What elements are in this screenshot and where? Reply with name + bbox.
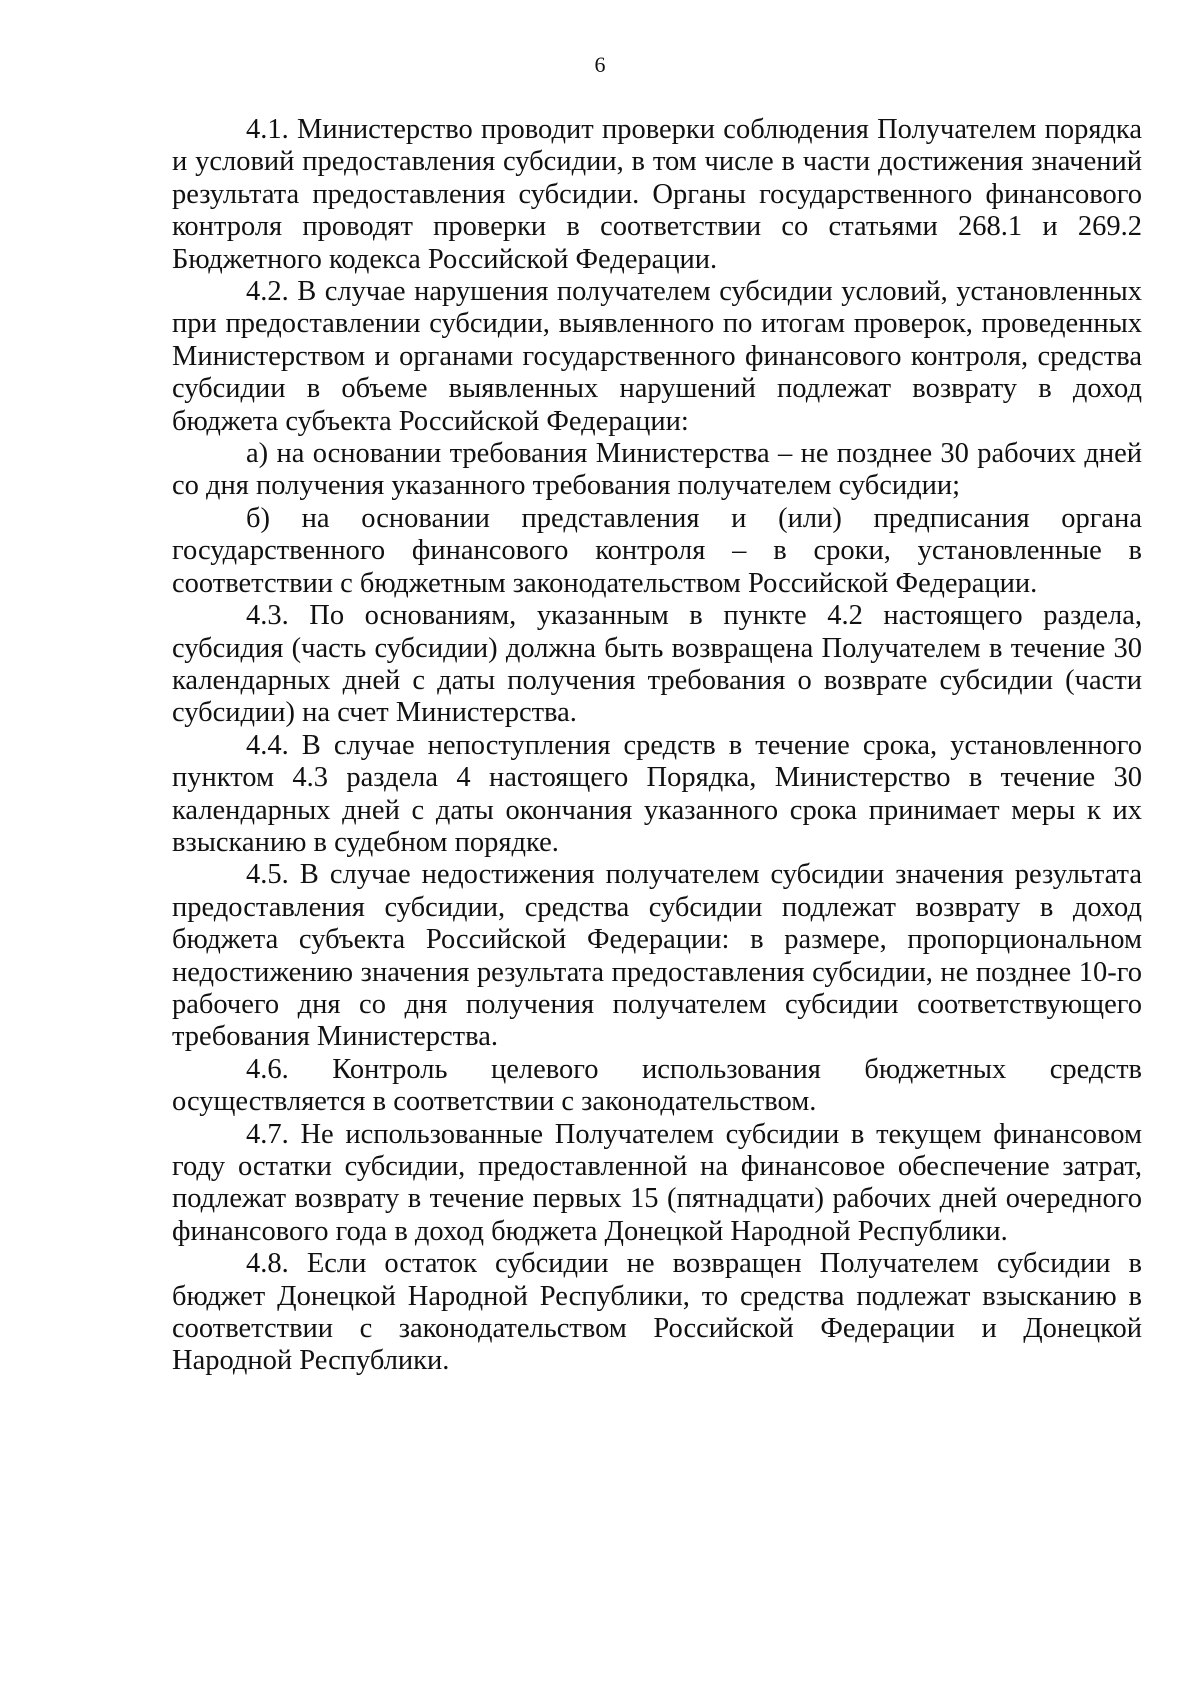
paragraph-4-1: 4.1. Министерство проводит проверки соблюдения Получателем порядка и условий предоставления субсидии, в том числе в части достижения значений результата предоставления субсидии. Органы государственного финансового контроля проводят проверки в соответствии со статьями 268.1 и 269.2 Бюджетного кодекса Российской Федерации. bbox=[172, 114, 1142, 275]
page-number: 6 bbox=[594, 52, 606, 77]
paragraph-4-3: 4.3. По основаниям, указанным в пункте 4.2 настоящего раздела, субсидия (часть субсидии) должна быть возвращена Получателем в течение 30 календарных дней с даты получения требования о возврате субсидии (части субсидии) на счет Министерства. bbox=[172, 600, 1142, 729]
paragraph-4-2-a: а) на основании требования Министерства – не позднее 30 рабочих дней со дня получения указанного требования получателем субсидии; bbox=[172, 438, 1142, 502]
paragraph-4-6: 4.6. Контроль целевого использования бюджетных средств осуществляется в соответствии с законодательством. bbox=[172, 1053, 1142, 1118]
paragraph-4-5: 4.5. В случае недостижения получателем субсидии значения результата предоставления субсидии, средства субсидии подлежат возврату в доход бюджета субъекта Российской Федерации: в размере, пропорциональном недостижению значения результата предоставления субсидии, не позднее 10-го рабочего дня со дня получения получателем субсидии соответствующего требования Министерства. bbox=[172, 859, 1142, 1053]
paragraph-4-2-b: б) на основании представления и (или) предписания органа государственного финансового контроля – в сроки, установленные в соответствии с бюджетным законодательством Российской Федерации. bbox=[172, 502, 1142, 599]
document-body bbox=[172, 114, 1142, 1378]
paragraph-4-2: 4.2. В случае нарушения получателем субсидии условий, установленных при предоставлении субсидии, выявленного по итогам проверок, проведенных Министерством и органами государственного финансового контроля, средства субсидии в объеме выявленных нарушений подлежат возврату в доход бюджета субъекта Российской Федерации: bbox=[172, 276, 1142, 437]
paragraph-4-4: 4.4. В случае непоступления средств в течение срока, установленного пунктом 4.3 раздела 4 настоящего Порядка, Министерство в течение 30 календарных дней с даты окончания указанного срока принимает меры к их взысканию в судебном порядке. bbox=[172, 729, 1142, 858]
paragraph-4-7: 4.7. Не использованные Получателем субсидии в текущем финансовом году остатки субсидии, предоставленной на финансовое обеспечение затрат, подлежат возврату в течение первых 15 (пятнадцати) рабочих дней очередного финансового года в доход бюджета Донецкой Народной Республики. bbox=[172, 1118, 1142, 1247]
paragraph-4-8: 4.8. Если остаток субсидии не возвращен Получателем субсидии в бюджет Донецкой Народной Республики, то средства подлежат взысканию в соответствии с законодательством Российской Федерации и Донецкой Народной Республики. bbox=[172, 1248, 1142, 1377]
